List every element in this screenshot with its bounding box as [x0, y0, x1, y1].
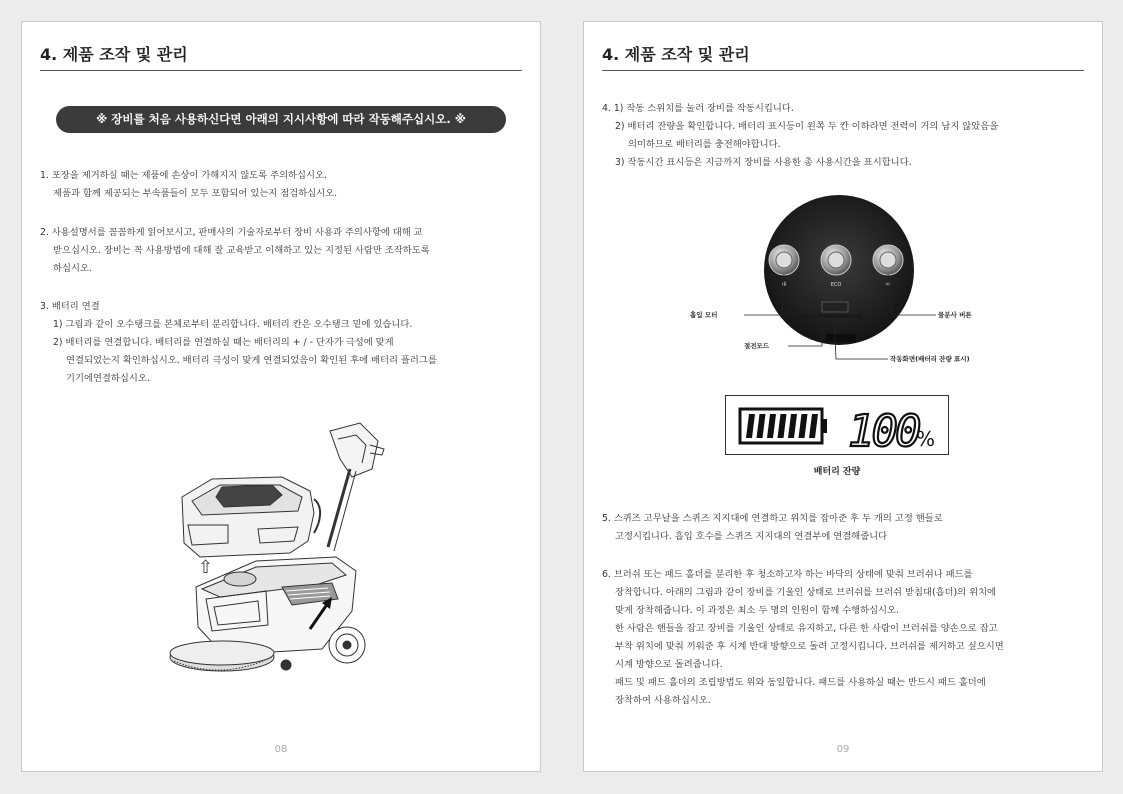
item-line: 부착 위치에 맞춰 끼워준 후 시계 반대 방향으로 돌려 고정시킵니다. 브러쉬를 제거하고 싶으시면	[615, 641, 1004, 652]
battery-bar	[746, 414, 755, 438]
item-line: 하십시오.	[53, 263, 92, 274]
page-number: 09	[836, 744, 850, 755]
battery-caption: 배터리 잔량	[813, 467, 861, 477]
battery-level-display	[725, 395, 949, 455]
item-line: 제품과 함께 제공되는 부속품들이 모두 포함되어 있는지 점검하십시오.	[53, 188, 338, 199]
suction-motor-button	[769, 245, 799, 275]
instruction-item-2	[40, 224, 524, 278]
item-line: 고정시킵니다. 흡입 호수를 스퀴즈 지지대의 연결부에 연결해줍니다	[615, 531, 888, 542]
item-line: 2. 사용설명서를 꼼꼼하게 읽어보시고, 판매사의 기술자로부터 장비 사용과 주의사항에 대해 교	[40, 227, 423, 238]
item-line: 장착하여 사용하십시오.	[615, 695, 711, 706]
callout-display: 작동화면(배터리 잔량 표시)	[890, 355, 970, 363]
instruction-item-4	[602, 100, 1086, 172]
item-line: 연결되었는지 확인하십시오. 배터리 극성이 맞게 연결되었음이 확인된 후에 배터리 플러그를	[66, 355, 437, 366]
page-heading: 4. 제품 조작 및 관리	[40, 45, 188, 64]
page-left	[21, 21, 541, 772]
battery-bar	[799, 414, 808, 438]
water-spray-button	[873, 245, 903, 275]
battery-bar	[778, 414, 787, 438]
instruction-item-5	[602, 510, 1086, 546]
page-heading: 4. 제품 조작 및 관리	[602, 45, 750, 64]
item-line: 패드 및 패드 홀더의 조립방법도 위와 동일합니다. 패드를 사용하실 때는 반드시 패드 홀더에	[615, 677, 986, 688]
item-line: 1) 그림과 같이 오수탱크를 본체로부터 분리합니다. 배터리 칸은 오수탱크 밑에 있습니다.	[53, 319, 413, 330]
item-line: 기기에연결하십시오.	[66, 373, 150, 384]
instruction-item-3	[40, 298, 524, 388]
instruction-item-1	[40, 167, 524, 203]
page-right	[583, 21, 1103, 772]
scrubber-machine-illustration	[162, 417, 402, 672]
item-line: 2) 배터리 잔량을 확인합니다. 배터리 표시등이 왼쪽 두 칸 이하라면 전력이 거의 남지 않았음을	[615, 121, 999, 132]
item-line: 시계 방향으로 돌려줍니다.	[615, 659, 723, 670]
item-line: 5. 스퀴즈 고무날을 스퀴즈 지지대에 연결하고 위치를 잡아준 후 두 개의 고정 핸들로	[602, 513, 943, 524]
item-line: 3) 작동시간 표시등은 지금까지 장비를 사용한 총 사용시간을 표시합니다.	[615, 157, 912, 168]
callout-water-button: 물분사 버튼	[938, 311, 972, 319]
eco-label: ECO	[830, 282, 842, 288]
heading-rule	[602, 70, 1084, 71]
item-line: 맞게 장착해줍니다. 이 과정은 최소 두 명의 인원이 함께 수행하십시오.	[615, 605, 899, 616]
callout-suction-motor: 흡입 모터	[690, 311, 718, 319]
item-line: 장착합니다. 아래의 그림과 같이 장비를 기울인 상태로 브러쉬를 브러쉬 받침대(흡더)의 위치에	[615, 587, 997, 598]
up-arrow-icon: ⇧	[198, 557, 214, 578]
control-panel-diagram	[684, 194, 1004, 372]
operation-display	[822, 302, 848, 312]
item-line: 6. 브러쉬 또는 패드 홀더를 분리한 후 청소하고자 하는 바닥의 상태에 맞춰 브러쉬나 패드를	[602, 569, 973, 580]
eco-button	[821, 245, 851, 275]
battery-bars	[746, 414, 818, 438]
battery-bar	[788, 414, 797, 438]
callout-eco-mode: 절전모드	[744, 342, 770, 350]
item-line: 4. 1) 작동 스위치를 눌러 장비를 작동시킵니다.	[602, 103, 794, 114]
battery-bar	[767, 414, 776, 438]
item-line: 받으십시오. 장비는 꼭 사용방법에 대해 잘 교육받고 이해하고 있는 지정된 사람만 조작하도록	[53, 245, 430, 256]
battery-unit: %	[916, 427, 936, 451]
instruction-item-6	[602, 566, 1086, 710]
page-number: 08	[274, 744, 288, 755]
battery-bar	[757, 414, 766, 438]
water-drop-icon: ♒	[885, 281, 891, 288]
notice-banner: ※ 장비를 처음 사용하신다면 아래의 지시사항에 따라 작동해주십시오. ※	[56, 106, 506, 133]
fan-icon: ✲	[781, 281, 787, 288]
item-line: 1. 포장을 제거하실 때는 제품에 손상이 가해지지 않도록 주의하십시오.	[40, 170, 327, 181]
battery-bar	[809, 414, 818, 438]
item-title: 3. 배터리 연결	[40, 301, 100, 312]
item-line: 한 사람은 핸들을 잡고 장비를 기울인 상태로 유지하고, 다른 한 사람이 브러쉬를 양손으로 잡고	[615, 623, 998, 634]
item-line: 2) 배터리를 연결합니다. 배터리를 연결하실 때는 배터리의 + / - 단자가 극성에 맞게	[53, 337, 394, 348]
heading-rule	[40, 70, 522, 71]
battery-value: 100	[848, 406, 919, 454]
item-line: 의미하므로 배터리를 충전해야합니다.	[628, 139, 781, 150]
